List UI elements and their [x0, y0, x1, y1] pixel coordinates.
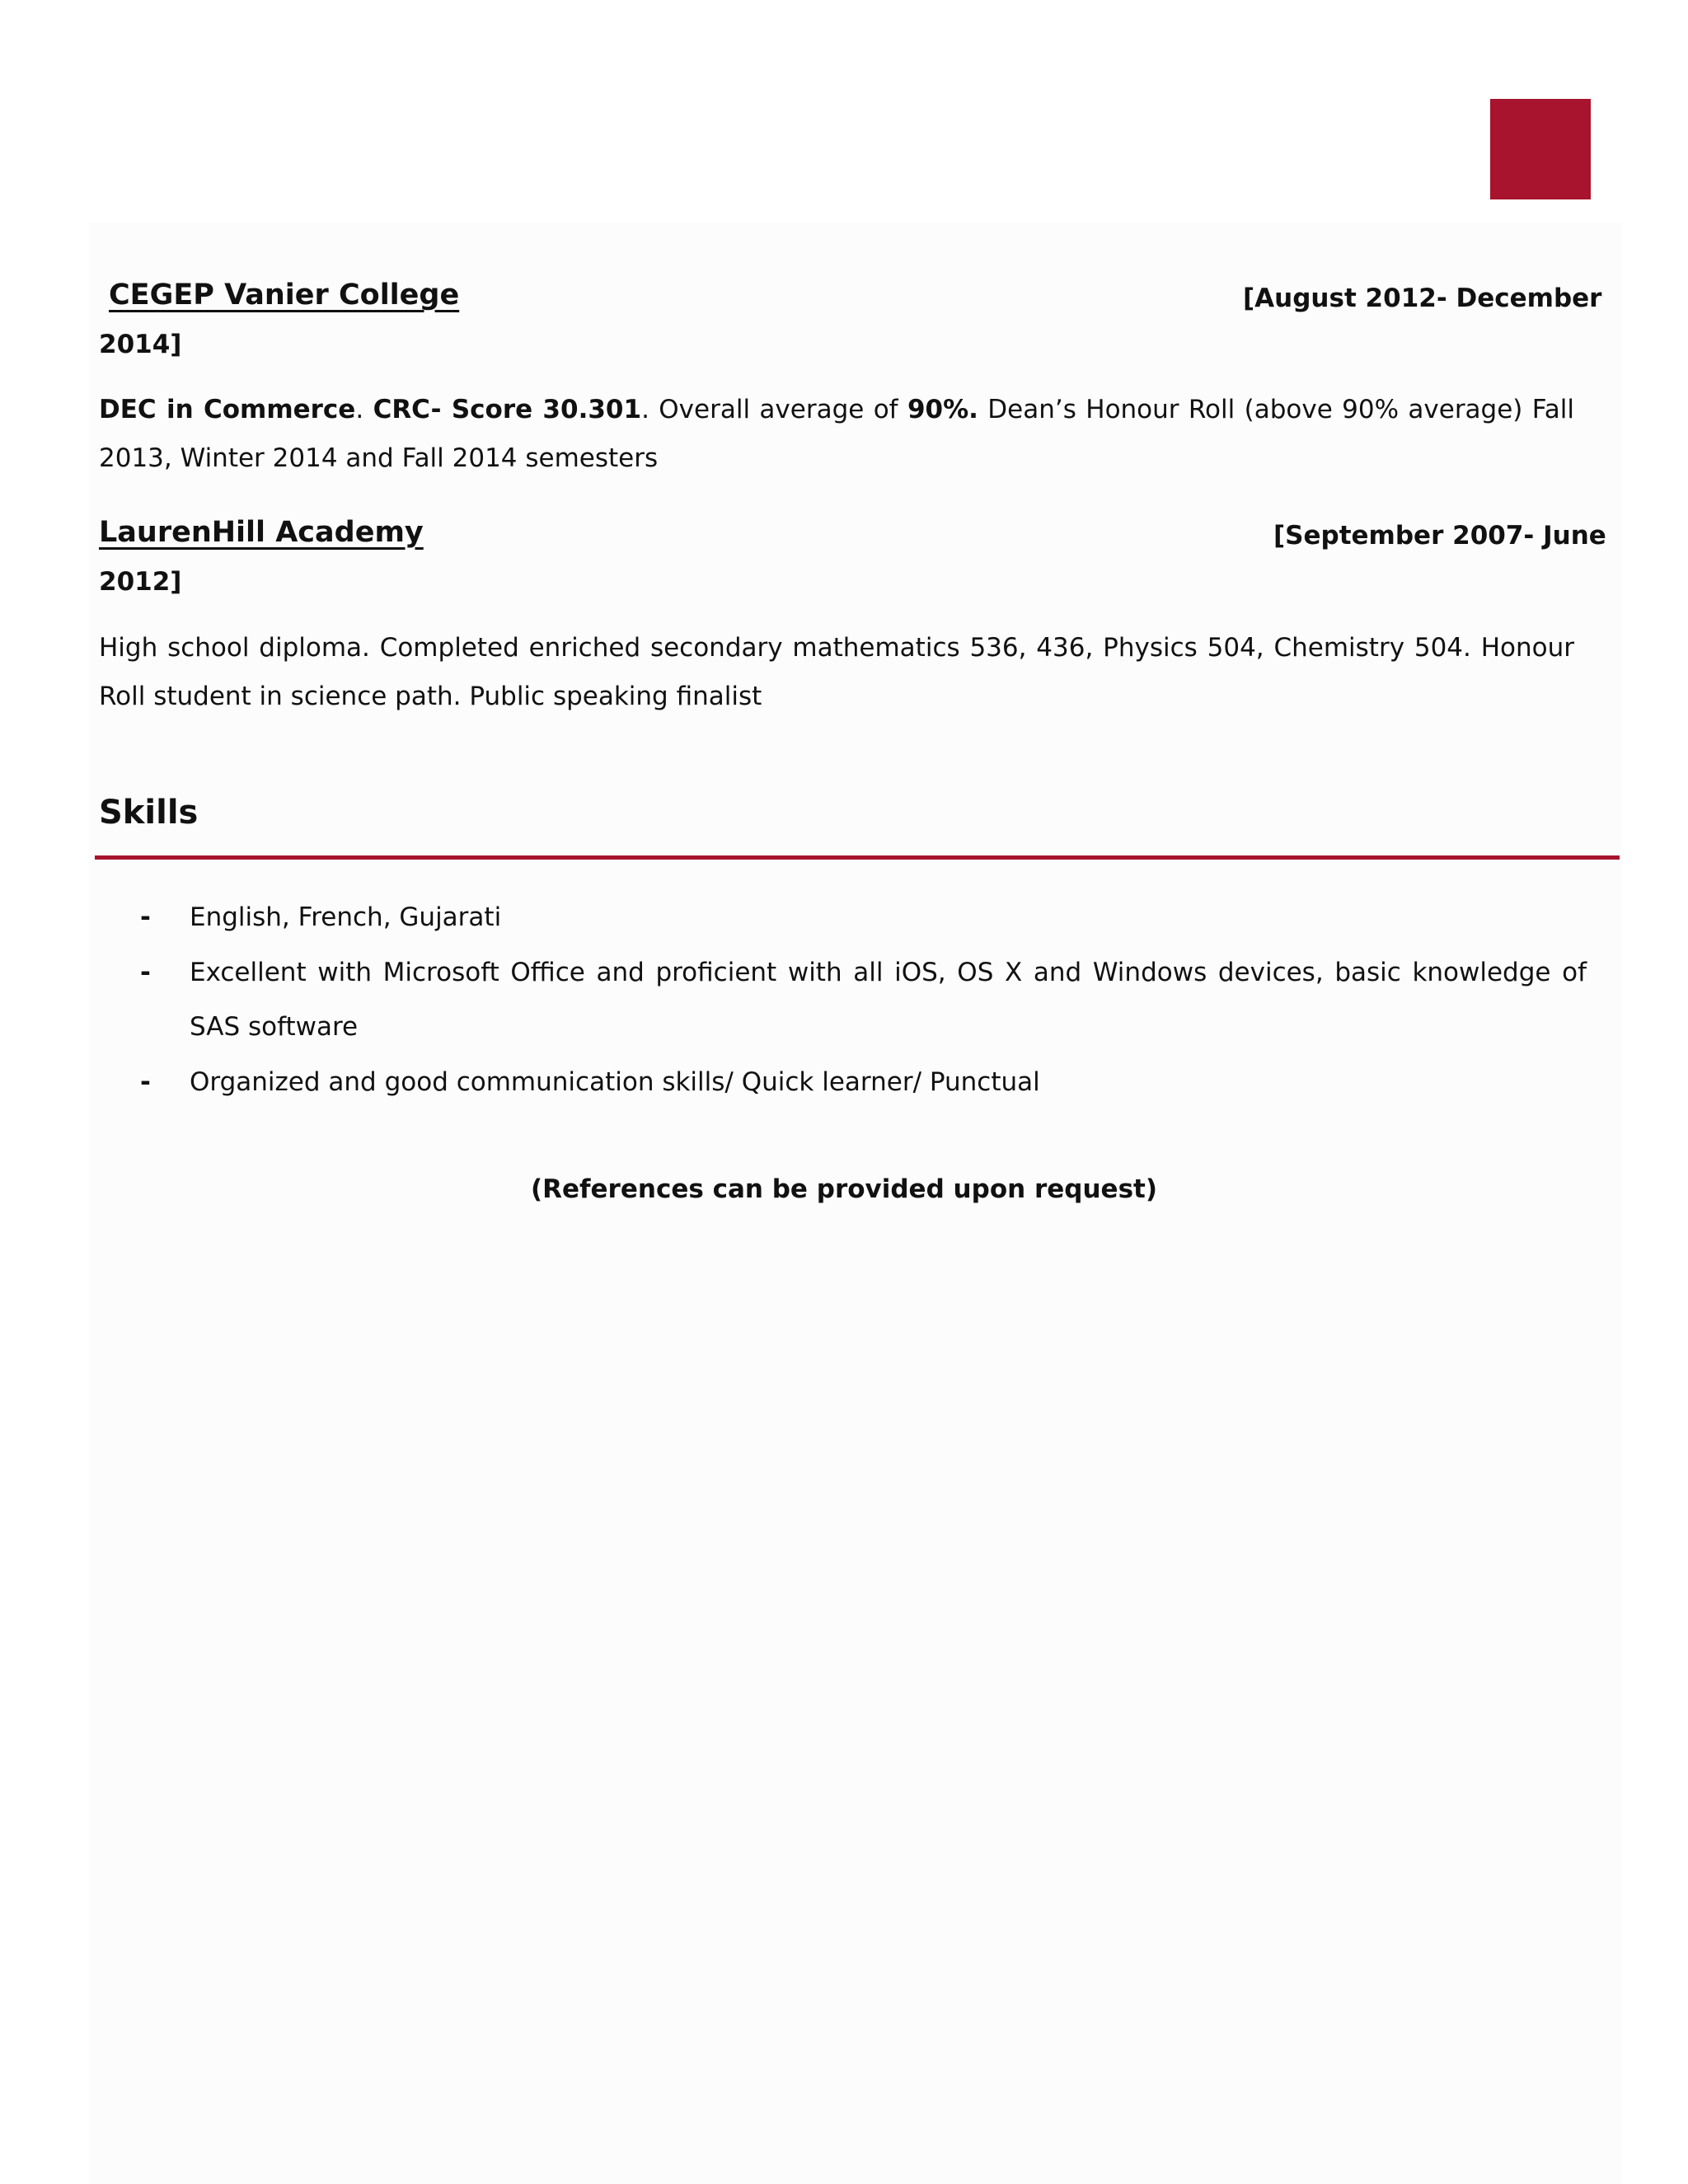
date-range-end: 2012]: [99, 567, 182, 597]
degree-name: DEC in Commerce: [99, 395, 356, 424]
description-text: . Overall average of: [641, 395, 907, 424]
section-divider: [95, 855, 1620, 860]
bullet-dash: -: [140, 902, 151, 932]
bullet-dash: -: [140, 1067, 151, 1097]
accent-square: [1490, 99, 1591, 199]
bullet-dash: -: [140, 958, 151, 987]
institution-name: LaurenHill Academy: [99, 516, 424, 549]
institution-name: CEGEP Vanier College: [109, 279, 460, 312]
skill-text: English, French, Gujarati: [190, 902, 502, 932]
skill-text: Organized and good communication skills/ Quick learner/ Punctual: [190, 1067, 1040, 1097]
crc-score: CRC- Score 30.301: [373, 395, 642, 424]
skill-text: Excellent with Microsoft Office and proficient with all iOS, OS X and Windows devices, basic knowledge of SAS software: [190, 958, 1587, 1042]
date-range-end: 2014]: [99, 330, 182, 359]
average-value: 90%.: [907, 395, 978, 424]
education-description: [99, 386, 1574, 483]
description-text: Dean’s Honour Roll (above 90% average) Fall 2013, Winter 2014 and Fall 2014 semesters: [99, 395, 1574, 473]
section-title-skills: Skills: [99, 794, 199, 832]
date-range-start: [September 2007- June: [1273, 521, 1606, 551]
references-note: (References can be provided upon request): [530, 1174, 1158, 1204]
education-description: High school diploma. Completed enriched secondary mathematics 536, 436, Physics 504, Chemistry 504. Honour Roll student in science path. Public speaking finalist: [99, 633, 1574, 711]
description-text: .: [355, 395, 373, 424]
date-range-start: [August 2012- December: [1243, 284, 1602, 313]
